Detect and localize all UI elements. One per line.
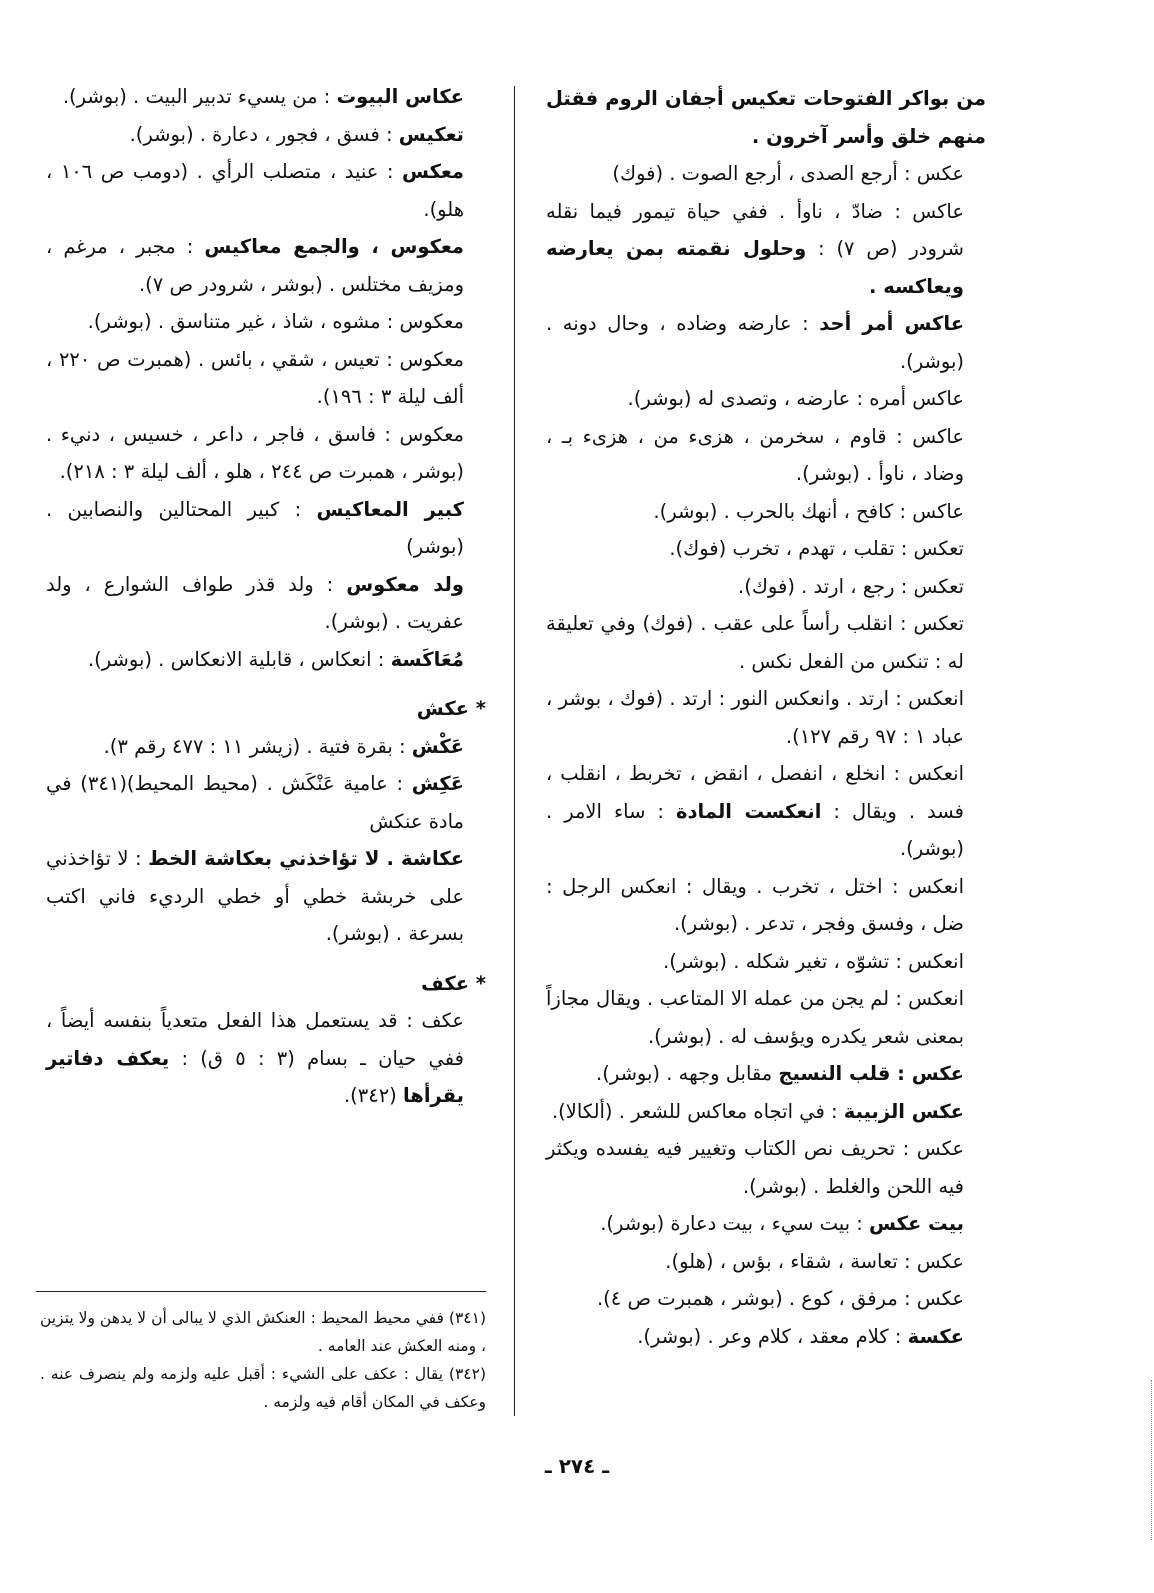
dictionary-entry <box>546 193 986 306</box>
dictionary-entry <box>46 1002 486 1115</box>
dictionary-entry <box>546 1093 986 1131</box>
entry-definition: عكس : مرفق ، كوع . (بوشر ، همبرت ص ٤). <box>596 1287 964 1310</box>
entry-definition: : كلام معقد ، كلام وعر . (بوشر). <box>637 1324 902 1348</box>
entry-definition: عاكس : قاوم ، سخرمن ، هزىء من ، هزىء بـ ، وضاد ، ناوأ . (بوشر). <box>546 424 964 485</box>
entry-headword: عكس الزبيبة <box>843 1099 964 1123</box>
dictionary-entry <box>46 303 486 341</box>
dictionary-entry <box>546 155 986 193</box>
entry-headword: عَكِش <box>411 772 464 795</box>
entry-headword: تعكيس <box>398 122 464 146</box>
entry-headword: يعكف دفاتير يقرأها <box>46 1046 464 1107</box>
dictionary-entry <box>546 1205 986 1243</box>
dictionary-entry <box>546 868 986 943</box>
heading-text: * عكف <box>421 971 486 995</box>
column-divider <box>514 86 515 1416</box>
entry-headword: عكسة <box>907 1324 964 1348</box>
dictionary-entry <box>46 78 486 116</box>
entry-headword: انعكست المادة <box>676 799 822 823</box>
entry-headword: معكس <box>402 160 465 183</box>
entry-definition: : في اتجاه معاكس للشعر . (ألكالا). <box>551 1099 838 1123</box>
left-column <box>46 78 486 1115</box>
dictionary-entry <box>546 1055 986 1093</box>
dictionary-entry <box>546 418 986 493</box>
entry-definition: : مجبر ، مرغم ، ومزيف مختلس . (بوشر ، شرودر ص ٧). <box>46 235 464 296</box>
dictionary-entry <box>46 728 486 766</box>
dictionary-entry <box>46 153 486 228</box>
entry-definition-tail: : ساء الامر . (بوشر). <box>546 799 964 860</box>
footnotes <box>40 1304 486 1416</box>
dictionary-entry <box>46 416 486 491</box>
entry-definition: تعكس : انقلب رأساً على عقب . (فوك) وفي تعليقة له : تنكس من الفعل نكس . <box>546 612 964 673</box>
entry-definition: : كبير المحتالين والنصابين . (بوشر) <box>46 497 464 558</box>
dictionary-entry <box>546 980 986 1055</box>
dictionary-entry <box>546 1130 986 1205</box>
dictionary-entry <box>546 680 986 755</box>
dictionary-entry <box>46 341 486 416</box>
entry-definition: : فسق ، فجور ، دعارة . (بوشر). <box>129 122 393 146</box>
entry-definition: : بيت سيء ، بيت دعارة (بوشر). <box>600 1212 863 1235</box>
dictionary-entry <box>546 605 986 680</box>
entry-definition: : عارضه وضاده ، وحال دونه . (بوشر). <box>546 312 964 373</box>
entry-headword: ولد معكوس <box>346 572 464 596</box>
entry-definition: : ولد قذر طواف الشوارع ، ولد عفريت . (بوشر). <box>46 572 464 633</box>
dictionary-entry <box>546 1243 986 1281</box>
entry-heading <box>46 690 486 728</box>
entry-headword: من بواكر الفتوحات تعكيس أجفان الروم فقتل منهم خلق وأسر آخرون . <box>546 87 986 148</box>
page-number: ـ ٢٧٤ ـ <box>544 1454 610 1478</box>
entry-definition: : عامية عَنْكَش . (محيط المحيط)(٣٤١) في مادة عنكش <box>46 772 464 833</box>
right-column <box>546 80 986 1355</box>
entry-heading <box>46 965 486 1003</box>
dictionary-entry <box>546 1318 986 1356</box>
dictionary-entry <box>46 765 486 840</box>
entry-definition: معكوس : تعيس ، شقي ، بائس . (همبرت ص ٢٢٠ ، ألف ليلة ٣ : ١٩٦). <box>46 347 464 408</box>
dictionary-entry <box>546 530 986 568</box>
scan-edge <box>1147 1380 1152 1540</box>
entry-definition: معكوس : مشوه ، شاذ ، غير متناسق . (بوشر). <box>87 310 464 333</box>
entry-definition: عاكس : ضادّ ، ناوأ . ففي حياة تيمور فيما نقله شرودر (ص ٧) : <box>546 199 964 260</box>
entry-headword: عكاشة . لا تؤاخذني بعكاشة الخط <box>148 847 465 870</box>
dictionary-entry <box>546 755 986 868</box>
entry-headword: عكس : قلب النسيج <box>778 1062 964 1085</box>
entry-definition: انعكس : اختل ، تخرب . ويقال : انعكس الرجل : ضل ، وفسق وفجر ، تدعر . (بوشر). <box>546 874 964 935</box>
entry-definition: عاكس : كافح ، أنهك بالحرب . (بوشر). <box>653 499 964 523</box>
heading-text: * عكش <box>416 697 486 720</box>
dictionary-entry <box>546 80 986 155</box>
footnote: (٣٤١) ففي محيط المحيط : العنكش الذي لا يبالى أن لا يدهن ولا يتزين ، ومنه العكش عند العامه . <box>40 1309 486 1355</box>
entry-headword: كبير المعاكيس <box>316 497 465 521</box>
dictionary-entry <box>546 943 986 981</box>
entry-definition: مقابل وجهه . (بوشر). <box>596 1062 773 1085</box>
entry-headword: عَكْش <box>411 734 464 758</box>
entry-definition: عاكس أمره : عارضه ، وتصدى له (بوشر). <box>627 387 964 410</box>
entry-definition: انعكس : تشوّه ، تغير شكله . (بوشر). <box>663 949 964 973</box>
entry-headword: عاكس أمر أحد <box>819 312 965 335</box>
dictionary-entry <box>46 840 486 953</box>
dictionary-entry <box>46 566 486 641</box>
entry-definition: : بقرة فتية . (زيشر ١١ : ٤٧٧ رقم ٣). <box>103 734 406 758</box>
entry-headword: مُعَاكَسة <box>390 647 464 671</box>
entry-headword: معكوس ، والجمع معاكيس <box>204 235 464 258</box>
dictionary-entry <box>46 641 486 679</box>
entry-definition: : عنيد ، متصلب الرأي . (دومب ص ١٠٦ ، هلو). <box>46 160 464 221</box>
footnote: (٣٤٢) يقال : عكف على الشيء : أقبل عليه ولزمه ولم ينصرف عنه . وعكف في المكان أقام فيه ولزمه . <box>40 1365 486 1411</box>
footnote-separator <box>36 1291 486 1292</box>
entry-definition: : لا تؤاخذني على خربشة خطي أو خطي الرديء فاني اكتب بسرعة . (بوشر). <box>46 847 464 945</box>
dictionary-entry <box>546 493 986 531</box>
dictionary-entry <box>46 491 486 566</box>
dictionary-entry <box>46 228 486 303</box>
entry-definition: عكس : تعاسة ، شقاء ، بؤس ، (هلو). <box>665 1249 964 1273</box>
entry-definition: انعكس : انخلع ، انفصل ، انقض ، تخربط ، انقلب ، فسد . ويقال : <box>546 762 965 823</box>
entry-definition: انعكس : ارتد . وانعكس النور : ارتد . (فوك ، بوشر ، عباد ١ : ٩٧ رقم ١٢٧). <box>546 687 964 748</box>
entry-headword: عكاس البيوت <box>336 85 464 108</box>
entry-headword: بيت عكس <box>869 1212 964 1235</box>
entry-definition: انعكس : لم يجن من عمله الا المتاعب . ويقال مجازاً بمعنى شعر يكدره ويؤسف له . (بوشر). <box>546 987 964 1048</box>
entry-definition-tail: (٣٤٢). <box>343 1084 397 1107</box>
entry-definition: : من يسيء تدبير البيت . (بوشر). <box>62 85 331 108</box>
entry-definition: عكس : أرجع الصدى ، أرجع الصوت . (فوك) <box>612 162 964 185</box>
dictionary-entry <box>546 380 986 418</box>
entry-definition: معكوس : فاسق ، فاجر ، داعر ، خسيس ، دنيء . (بوشر ، همبرت ص ٢٤٤ ، هلو ، ألف ليلة ٣ : ٢١٨). <box>46 422 464 483</box>
dictionary-entry <box>546 305 986 380</box>
entry-definition: تعكس : رجع ، ارتد . (فوك). <box>738 574 964 598</box>
entry-definition: عكف : قد يستعمل هذا الفعل متعدياً بنفسه أيضاً ، ففي حيان ـ بسام (٣ : ٥ ق) : <box>46 1009 464 1070</box>
dictionary-entry <box>46 116 486 154</box>
entry-headword: وحلول نقمته بمن يعارضه ويعاكسه . <box>546 237 964 298</box>
entry-definition: تعكس : تقلب ، تهدم ، تخرب (فوك). <box>669 537 964 560</box>
entry-definition: : انعكاس ، قابلية الانعكاس . (بوشر). <box>87 647 385 671</box>
dictionary-entry <box>546 1280 986 1318</box>
entry-definition: عكس : تحريف نص الكتاب وتغيير فيه يفسده ويكثر فيه اللحن والغلط . (بوشر). <box>546 1137 964 1198</box>
dictionary-entry <box>546 568 986 606</box>
